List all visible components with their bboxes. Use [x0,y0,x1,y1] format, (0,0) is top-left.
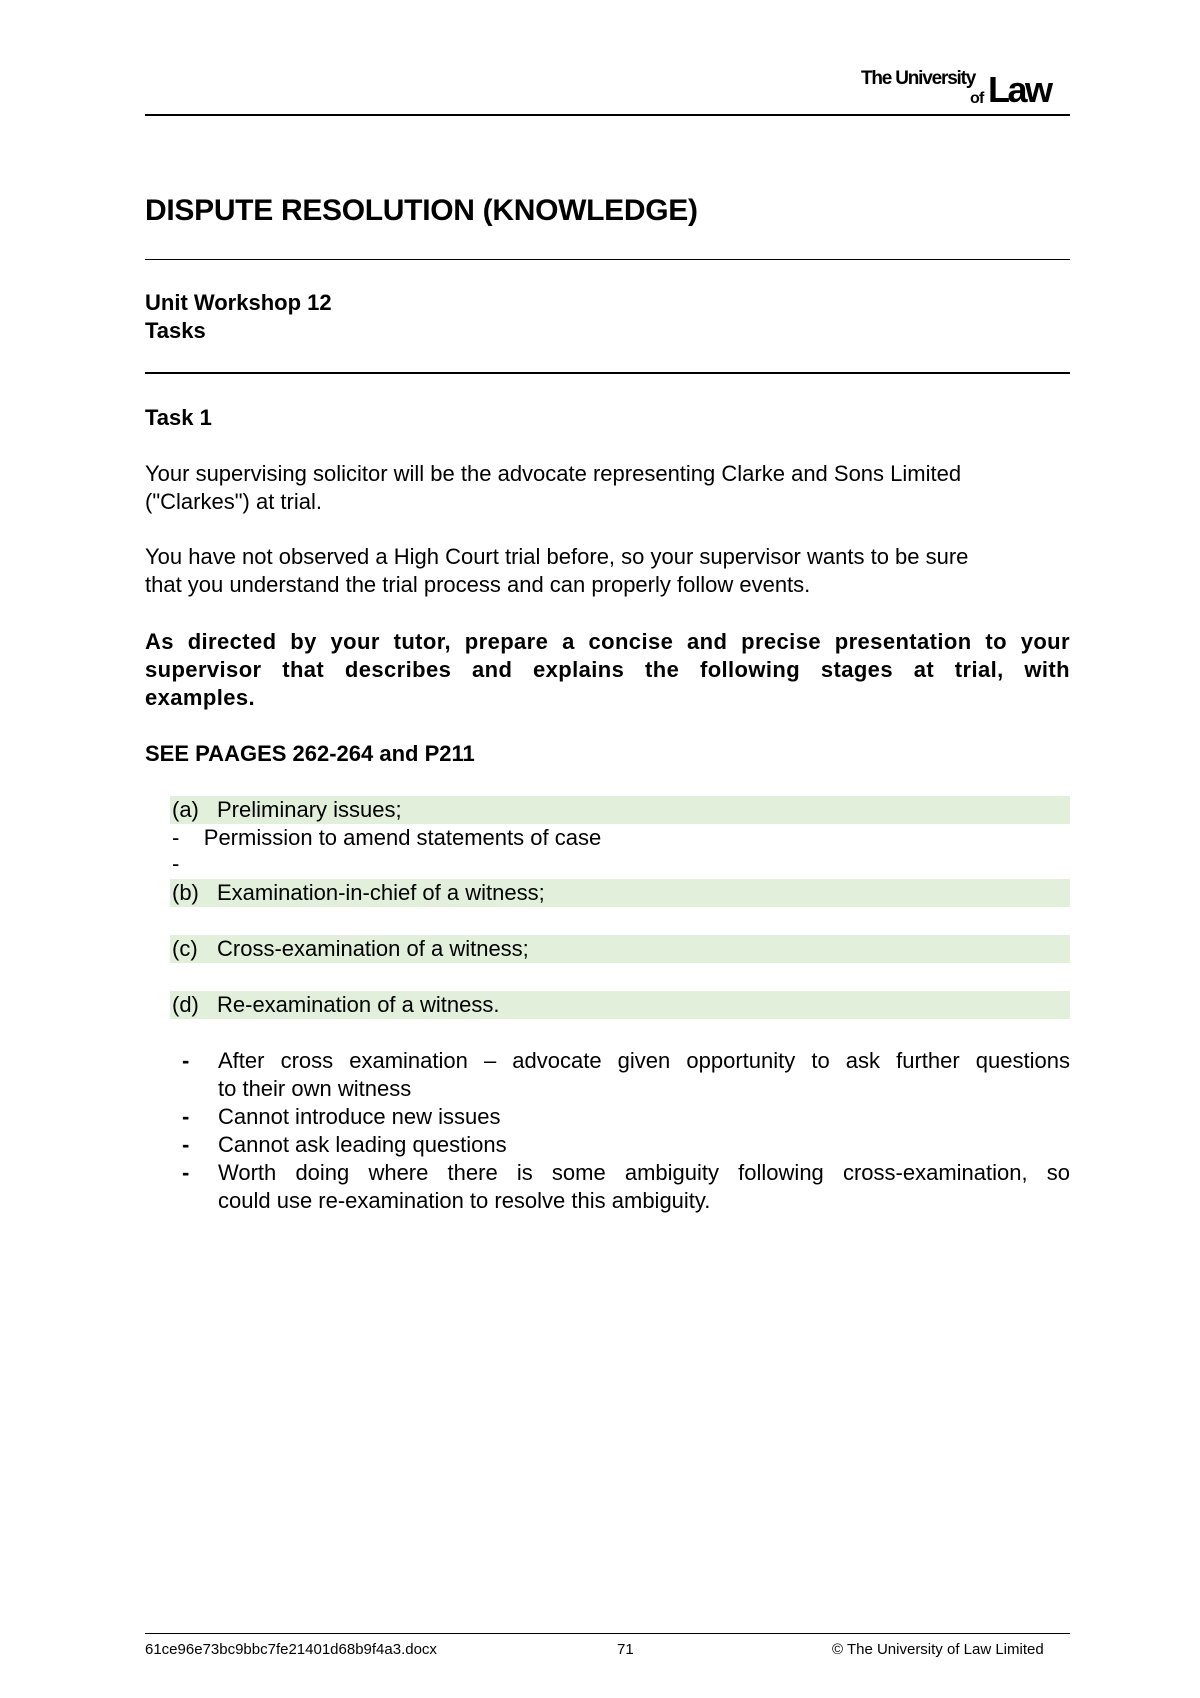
bullet-line: to their own witness [218,1076,412,1101]
footer-rule [145,1633,1070,1634]
section-rule [145,372,1070,374]
list-item [172,935,529,963]
paragraph-line: Your supervising solicitor will be the advocate representing Clarke and Sons Limited [145,461,962,486]
logo-line-2: of [970,90,984,107]
bullet-marker: - [182,1048,190,1073]
item-text: Preliminary issues; [217,797,402,822]
paragraph-context [145,543,1070,599]
bullet-item [182,1131,1070,1159]
see-pages-note: SEE PAAGES 262-264 and P211 [145,741,475,766]
paragraph-line: ("Clarkes") at trial. [145,489,322,514]
item-label: (c) [172,936,198,961]
header-rule [145,114,1070,116]
sub-note [172,824,601,852]
list-item [172,991,499,1019]
paragraph-line: You have not observed a High Court trial before, so your supervisor wants to be sure [145,544,969,569]
bullet-item [182,1159,1070,1215]
unit-workshop-label: Unit Workshop 12 [145,290,332,315]
bullet-marker: - [182,1104,190,1129]
logo-line-3: Law [988,69,1051,110]
paragraph-intro [145,460,1070,516]
bullet-line: Cannot introduce new issues [218,1104,501,1129]
university-logo [858,64,1070,108]
list-item [172,879,545,907]
item-label: (a) [172,797,199,822]
task-heading: Task 1 [145,405,212,430]
bullet-item [182,1047,1070,1103]
bullet-item [182,1103,1070,1131]
item-text: Examination-in-chief of a witness; [217,880,545,905]
tasks-label: Tasks [145,318,206,343]
list-item [172,796,402,824]
document-title: DISPUTE RESOLUTION (KNOWLEDGE) [145,194,698,227]
item-text: Cross-examination of a witness; [217,936,529,961]
item-label: (d) [172,992,199,1017]
item-text: Re-examination of a witness. [217,992,500,1017]
bullet-line: Cannot ask leading questions [218,1132,507,1157]
footer-page-number: 71 [617,1641,634,1658]
footer-filename: 61ce96e73bc9bbc7fe21401d68b9f4a3.docx [145,1641,437,1658]
logo-line-1: The University [861,68,976,89]
bullet-line: could use re-examination to resolve this ambiguity. [218,1188,711,1213]
footer-copyright: © The University of Law Limited [832,1641,1044,1658]
bullet-marker: - [182,1132,190,1157]
item-label: (b) [172,880,199,905]
sub-dash: - [172,851,180,876]
sub-note-text: - Permission to amend statements of case [172,825,602,850]
paragraph-line: that you understand the trial process and can properly follow events. [145,572,811,597]
bullet-list [182,1047,1070,1215]
bullet-line: After cross examination – advocate given opportunity to ask further questions [218,1048,1070,1073]
title-rule [145,259,1070,260]
bullet-line: Worth doing where there is some ambiguity following cross-examination, so [218,1160,1070,1185]
paragraph-instruction [145,628,1070,712]
paragraph-line: As directed by your tutor, prepare a concise and precise presentation to your [145,629,1070,654]
paragraph-line: examples. [145,685,256,710]
bullet-marker: - [182,1160,190,1185]
paragraph-line: supervisor that describes and explains the following stages at trial, with [145,657,1070,682]
